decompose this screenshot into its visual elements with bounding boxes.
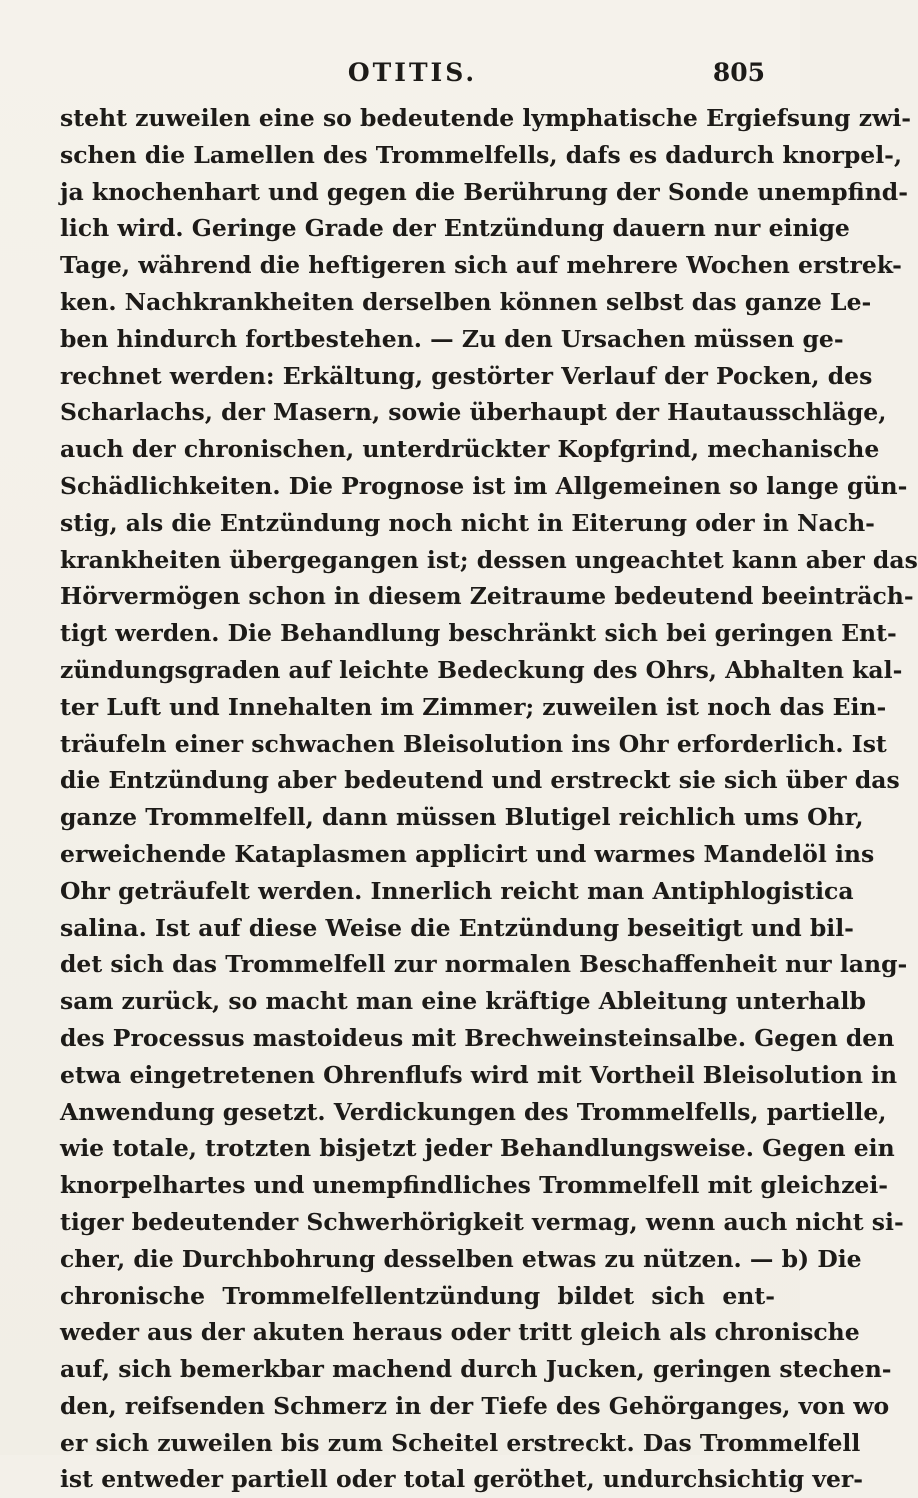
text-line: weder aus der akuten heraus oder tritt gleich als chronische	[60, 1318, 860, 1347]
text-line: ja knochenhart und gegen die Berührung der Sonde unempfind-	[60, 177, 908, 206]
text-line: lich wird. Geringe Grade der Entzündung dauern nur einige	[60, 214, 850, 243]
page-number: 805	[712, 58, 765, 87]
text-line: er sich zuweilen bis zum Scheitel erstreckt. Das Trommelfell	[60, 1428, 861, 1457]
text-line: den, reifsenden Schmerz in der Tiefe des Gehörganges, von wo	[60, 1391, 890, 1420]
text-line: Tage, während die heftigeren sich auf mehrere Wochen erstrek-	[60, 251, 902, 280]
text-line: Scharlachs, der Masern, sowie überhaupt der Hautausschläge,	[60, 398, 887, 427]
text-line: det sich das Trommelfell zur normalen Beschaffenheit nur lang-	[60, 950, 908, 979]
text-line: wie totale, trotzten bisjetzt jeder Behandlungsweise. Gegen ein	[60, 1134, 895, 1163]
text-line: etwa eingetretenen Ohrenflufs wird mit Vortheil Bleisolution in	[60, 1060, 898, 1089]
text-line: träufeln einer schwachen Bleisolution ins Ohr erforderlich. Ist	[60, 729, 887, 758]
text-line: erweichende Kataplasmen applicirt und warmes Mandelöl ins	[60, 839, 875, 868]
text-line: Ohr geträufelt werden. Innerlich reicht man Antiphlogistica	[60, 876, 854, 905]
text-line: Anwendung gesetzt. Verdickungen des Trommelfells, partielle,	[60, 1097, 887, 1126]
text-line: ken. Nachkrankheiten derselben können selbst das ganze Le-	[60, 287, 872, 316]
page-header	[60, 58, 765, 98]
text-line: rechnet werden: Erkältung, gestörter Verlauf der Pocken, des	[60, 361, 873, 390]
text-line: ben hindurch fortbestehen. — Zu den Ursachen müssen ge-	[60, 324, 844, 353]
text-line: tiger bedeutender Schwerhörigkeit vermag, wenn auch nicht si-	[60, 1207, 904, 1236]
text-line: sam zurück, so macht man eine kräftige Ableitung unterhalb	[60, 987, 866, 1016]
text-line: des Processus mastoideus mit Brechweinsteinsalbe. Gegen den	[60, 1023, 895, 1052]
text-line: ist entweder partiell oder total geröthet, undurchsichtig ver-	[60, 1465, 864, 1494]
text-line: die Entzündung aber bedeutend und erstreckt sie sich über das	[60, 766, 900, 795]
body-text	[60, 100, 918, 1498]
running-title: OTITIS.	[347, 58, 478, 87]
text-line: tigt werden. Die Behandlung beschränkt sich bei geringen Ent-	[60, 619, 897, 648]
text-line: Hörvermögen schon in diesem Zeitraume bedeutend beeinträch-	[60, 582, 914, 611]
text-line: salina. Ist auf diese Weise die Entzündung beseitigt und bil-	[60, 913, 854, 942]
text-line: auf, sich bemerkbar machend durch Jucken, geringen stechen-	[60, 1355, 892, 1384]
text-line: steht zuweilen eine so bedeutende lymphatische Ergiefsung zwi-	[60, 104, 912, 132]
text-line: stig, als die Entzündung noch nicht in Eiterung oder in Nach-	[60, 508, 875, 537]
text-line: auch der chronischen, unterdrückter Kopfgrind, mechanische	[60, 435, 880, 464]
text-line: cher, die Durchbohrung desselben etwas zu nützen. — b) Die	[60, 1244, 862, 1273]
text-line: knorpelhartes und unempfindliches Trommelfell mit gleichzei-	[60, 1171, 889, 1200]
text-line: Schädlichkeiten. Die Prognose ist im Allgemeinen so lange gün-	[60, 471, 908, 500]
text-line: ganze Trommelfell, dann müssen Blutigel reichlich ums Ohr,	[60, 803, 864, 832]
text-line: schen die Lamellen des Trommelfells, dafs es dadurch knorpel-,	[60, 140, 903, 169]
text-line: ter Luft und Innehalten im Zimmer; zuweilen ist noch das Ein-	[60, 692, 887, 721]
text-line: krankheiten übergegangen ist; dessen ungeachtet kann aber das	[60, 545, 918, 574]
text-line: zündungsgraden auf leichte Bedeckung des Ohrs, Abhalten kal-	[60, 655, 903, 684]
text-line: chronische Trommelfellentzündung bildet sich ent-	[60, 1281, 775, 1310]
